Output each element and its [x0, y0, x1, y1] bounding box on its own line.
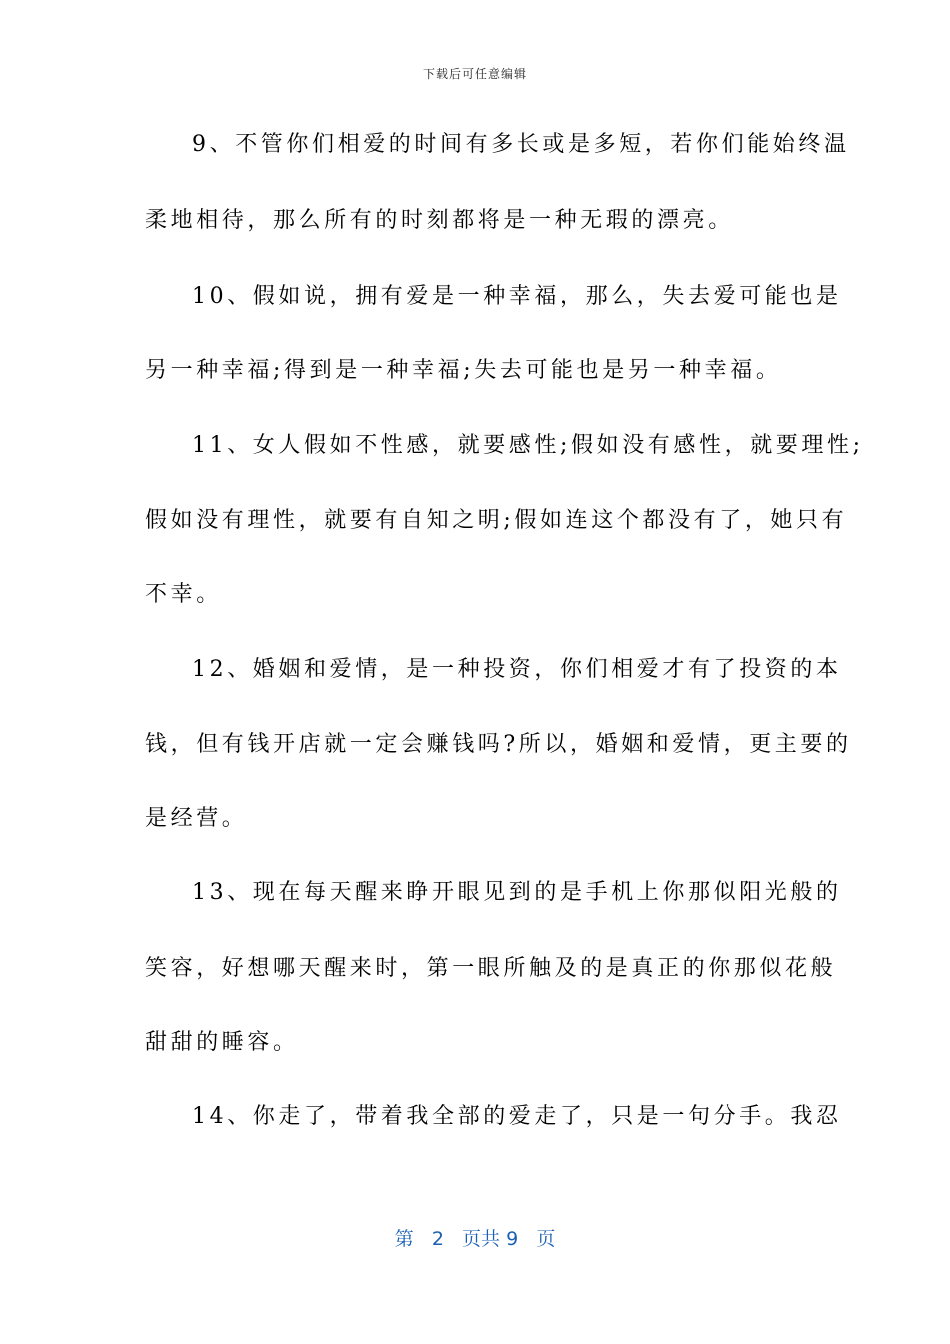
paragraph-line: 假如没有理性，就要有自知之明;假如连这个都没有了，她只有: [145, 508, 848, 533]
total-page-count: 9: [506, 1228, 519, 1250]
page-footer: [0, 1226, 950, 1252]
paragraph-line: 11、女人假如不性感，就要感性;假如没有感性，就要理性;: [192, 433, 864, 458]
footer-suffix: 页: [536, 1228, 556, 1250]
paragraph-line: 笑容，好想哪天醒来时，第一眼所触及的是真正的你那似花般: [145, 956, 837, 981]
footer-prefix: 第: [394, 1228, 414, 1250]
current-page-number: 2: [431, 1228, 444, 1250]
paragraph-line: 13、现在每天醒来睁开眼见到的是手机上你那似阳光般的: [192, 880, 842, 905]
paragraph-line: 是经营。: [145, 806, 248, 831]
paragraph-line: 9、不管你们相爱的时间有多长或是多短，若你们能始终温: [192, 132, 850, 157]
page-header: 下载后可任意编辑: [422, 67, 527, 81]
paragraph-line: 钱，但有钱开店就一定会赚钱吗?所以，婚姻和爱情，更主要的: [145, 732, 852, 757]
paragraph-line: 10、假如说，拥有爱是一种幸福，那么，失去爱可能也是: [192, 284, 842, 309]
paragraph-line: 不幸。: [145, 582, 222, 607]
paragraph-line: 14、你走了，带着我全部的爱走了，只是一句分手。我忍: [192, 1104, 842, 1129]
footer-middle: 页共: [462, 1228, 501, 1250]
paragraph-line: 另一种幸福;得到是一种幸福;失去可能也是另一种幸福。: [145, 358, 782, 383]
paragraph-line: 柔地相待，那么所有的时刻都将是一种无瑕的漂亮。: [145, 208, 734, 233]
paragraph-line: 12、婚姻和爱情，是一种投资，你们相爱才有了投资的本: [192, 657, 842, 682]
paragraph-line: 甜甜的睡容。: [145, 1030, 299, 1055]
